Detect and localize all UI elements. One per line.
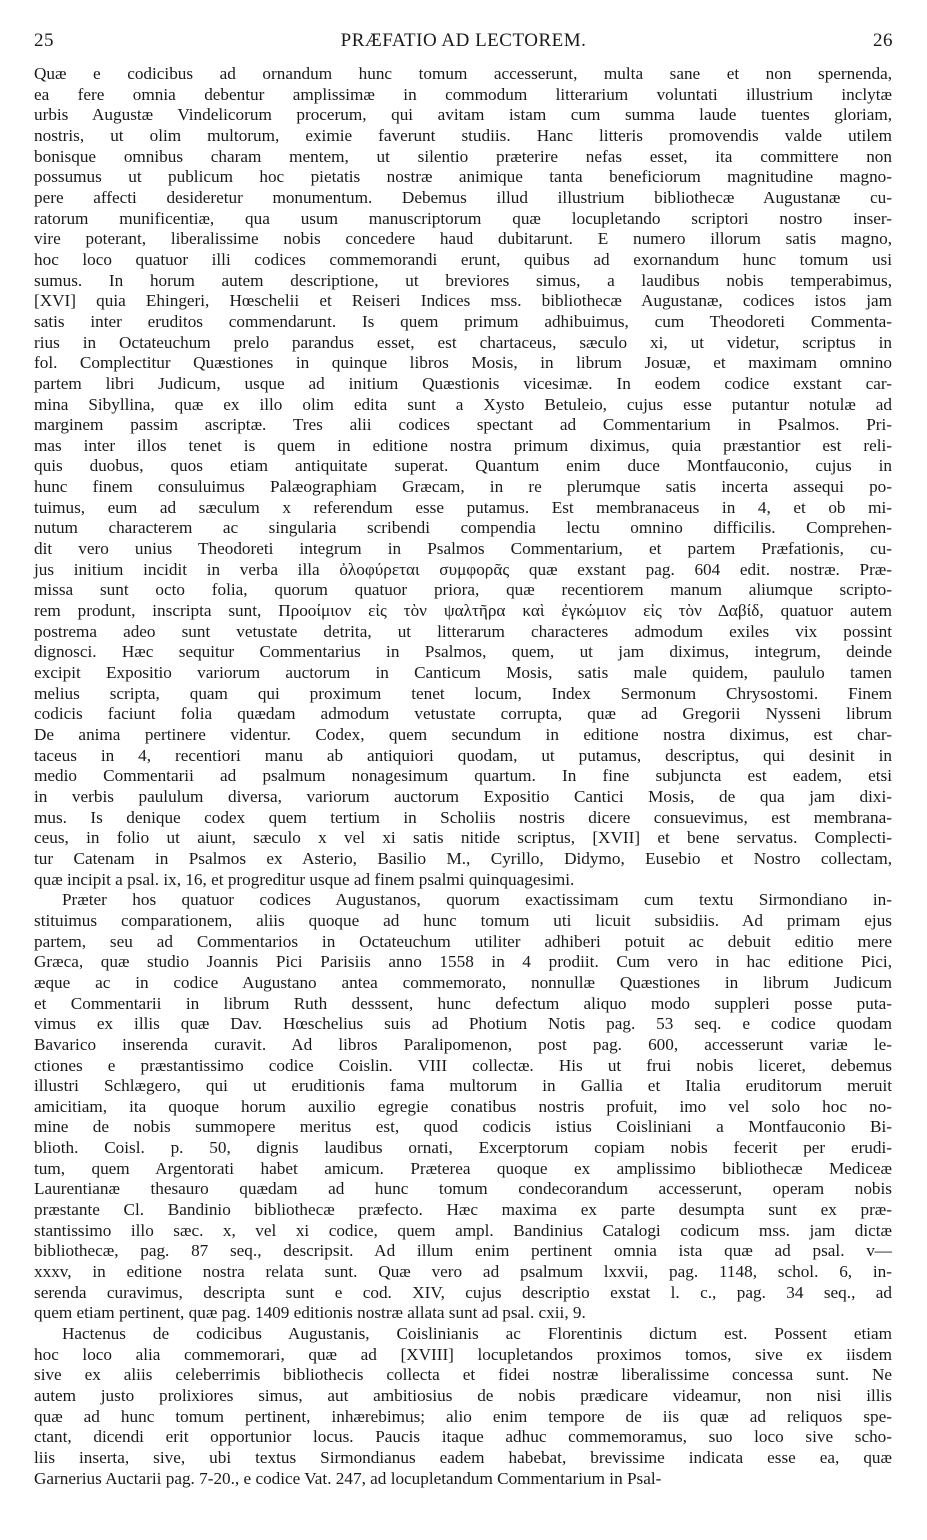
text-line: partem, seu ad Commentarios in Octateuchum utiliter adhiberi potuit ac debuit editio mere — [34, 931, 892, 951]
text-line: nutum characterem ac singularia scribendi compendia lectu omnino difficilis. Comprehen- — [34, 518, 892, 538]
text-line: præstante Cl. Bandinio bibliothecæ præfecto. Hæc maxima ex parte desumpta sunt ex præ- — [34, 1200, 892, 1220]
text-line: Quæ e codicibus ad ornandum hunc tomum accesserunt, multa sane et non spernenda, — [34, 64, 892, 83]
paragraph — [34, 1324, 892, 1489]
page-number-right: 26 — [873, 30, 893, 51]
text-line: hoc loco quatuor illi codices commemorandi erunt, quibus ad exornandum hunc tomum usi — [34, 249, 892, 269]
text-line: mas inter illos tenet is quem in editione nostra primum diximus, quia præstantior est reli- — [34, 435, 892, 455]
text-line: medio Commentarii ad psalmum nonagesimum quartum. In fine subjuncta est eadem, etsi — [34, 766, 892, 786]
text-line: quem etiam pertinent, quæ pag. 1409 editionis nostræ allata sunt ad psal. cxii, 9. — [34, 1303, 586, 1323]
text-line: possumus ut publicum hoc pietatis nostræ animique tanta beneficiorum magnitudine magno- — [34, 167, 892, 187]
text-line: De anima pertinere videntur. Codex, quem secundum in editione nostra diximus, est char- — [34, 725, 892, 744]
paragraph — [34, 890, 892, 1324]
text-line: Hactenus de codicibus Augustanis, Coislinianis ac Florentinis dictum est. Possent etiam — [62, 1324, 892, 1344]
text-line: dit vero unius Theodoreti integrum in Psalmos Commentarium, et partem Præfationis, cu- — [34, 539, 892, 559]
text-line: quæ incipit a psal. ix, 16, et progreditur usque ad finem psalmi quinquagesimi. — [34, 869, 575, 889]
text-line: marginem passim ascriptæ. Tres alii codices spectant ad Commentarium in Psalmos. Pri- — [34, 415, 892, 435]
text-line: fol. Complectitur Quæstiones in quinque libros Mosis, in librum Josuæ, et maximam omnino — [34, 353, 892, 373]
text-line: nostris, ut olim multorum, eximie faverunt studiis. Hanc litteris promovendis valde utilem — [34, 125, 892, 145]
text-line: tuimus, eum ad sæculum x referendum esse putamus. Est membranaceus in 4, et ob mi- — [34, 497, 892, 517]
text-line: postrema adeo sunt vetustate detrita, ut litterarum characteres admodum exiles vix possint — [34, 621, 892, 641]
text-line: [XVI] quia Ehingeri, Hœschelii et Reiseri Indices mss. bibliothecæ Augustanæ, codices istos jam — [34, 291, 892, 311]
text-line: hunc finem consuluimus Palæographiam Græcam, in re plerumque satis incerta assequi po- — [34, 477, 892, 497]
text-line: partem libri Judicum, usque ad initium Quæstionis vicesimæ. In eodem codice exstant car- — [34, 373, 892, 393]
text-line: Laurentianæ thesauro quædam ad hunc tomum condecorandum accesserunt, operam nobis — [34, 1179, 892, 1199]
text-line: sumus. In horum autem descriptione, ut breviores simus, a laudibus nobis temperabimus, — [34, 270, 892, 290]
text-line: rius in Octateuchum prelo parandus esset, est chartaceus, sæculo xi, ut videtur, scriptus in — [34, 332, 892, 352]
text-line: mus. Is denique codex quem tertium in Scholiis nostris dicere consuevimus, est membrana- — [34, 807, 892, 827]
text-line: ea fere omnia debentur amplissimæ in commodum litterarium voluntati illustrium inclytæ — [34, 84, 892, 104]
text-line: urbis Augustæ Vindelicorum procerum, qui avitam istam cum summa laude tuentes gloriam, — [34, 105, 892, 125]
text-line: jus initium incidit in verba illa ὀλοφύρεται συμφορᾶς quæ exstant pag. 604 edit. nostræ. Præ- — [34, 559, 892, 579]
text-line: in verbis paululum diversa, variorum auctorum Expositio Cantici Mosis, de qua jam dixi- — [34, 786, 892, 806]
text-line: vire poterant, liberalissime nobis concedere haud dubitarunt. E numero illorum satis magno, — [34, 229, 892, 249]
text-line: rem produnt, inscripta sunt, Προοίμιον εἰς τὸν ψαλτῆρα καὶ ἐγκώμιον εἰς τὸν Δαβίδ, quatuor autem — [34, 601, 892, 621]
text-line: liis inserta, sive, ubi textus Sirmondianus eadem habebat, brevissime indicata esse ea, quæ — [34, 1447, 892, 1467]
text-line: xxxv, in editione nostra relata sunt. Quæ vero ad psalmum lxxvii, pag. 1148, schol. 6, in- — [34, 1262, 892, 1282]
text-line: et Commentarii in librum Ruth desssent, hunc defectum aliquo modo suppleri posse puta- — [34, 993, 892, 1013]
text-line: blioth. Coisl. p. 50, dignis laudibus ornati, Excerptorum copiam nobis fecerit per erudi- — [34, 1138, 892, 1158]
text-line: sive ex aliis celeberrimis bibliothecis collecta et fidei nostræ liberalissime concessa sunt. Ne — [34, 1365, 892, 1385]
text-line: quæ ad hunc tomum pertinent, inhærebimus; alio enim tempore de iis quæ ad reliquos spe- — [34, 1406, 892, 1426]
text-line: ctiones e præstantissimo codice Coislin. VIII collectæ. His ut frui nobis liceret, debemus — [34, 1055, 892, 1075]
text-line: autem justo prolixiores simus, aut ambitiosius de nobis prædicare videamur, non nisi illis — [34, 1386, 892, 1405]
text-line: taceus in 4, recentiori manu ab antiquiori quodam, ut putamus, descriptus, qui desinit in — [34, 745, 892, 765]
running-header — [34, 30, 893, 60]
text-line: codicis faciunt folia quædam admodum vetustate corrupta, quæ ad Gregorii Nysseni librum — [34, 704, 892, 724]
text-line: dignosci. Hæc sequitur Commentarius in Psalmos, quem, ut jam diximus, integrum, deinde — [34, 642, 892, 662]
body-text — [34, 64, 892, 1489]
text-line: Bavarico inserenda curavit. Ad libros Paralipomenon, post pag. 600, accesserunt variæ le- — [34, 1034, 892, 1054]
text-line: quis duobus, quos etiam antiquitate superat. Quantum enim duce Montfauconio, cujus in — [34, 456, 892, 476]
text-line: satis inter eruditos commendarunt. Is quem primum adhibuimus, cum Theodoreti Commenta- — [34, 311, 892, 331]
text-line: Præter hos quatuor codices Augustanos, quorum exactissimam cum textu Sirmondiano in- — [62, 890, 892, 910]
text-line: ceus, in folio ut aiunt, sæculo x vel xi satis nitide scriptus, [XVII] et bene servatus. Complecti- — [34, 828, 892, 848]
text-line: pere affecti desideretur monumentum. Debemus illud illustrium bibliothecæ Augustanæ cu- — [34, 187, 892, 207]
text-line: mine de nobis summopere meritus est, quod codicis istius Coisliniani a Montfauconio Bi- — [34, 1117, 892, 1137]
text-line: excipit Expositio variorum auctorum in Canticum Mosis, satis male quidem, paululo tamen — [34, 663, 892, 683]
text-line: ctant, dicendi erit opportunior locus. Paucis itaque adhuc commemoramus, suo loco sive scho- — [34, 1427, 892, 1447]
text-line: serenda curavimus, descripta sunt e cod. XIV, cujus descriptio exstat l. c., pag. 34 seq., ad — [34, 1282, 892, 1302]
text-line: bonisque omnibus charam mentem, ut silentio præterire nefas esset, ita committere non — [34, 146, 892, 166]
text-line: æque ac in codice Augustano antea commemorato, nonnullæ Quæstiones in librum Judicum — [34, 972, 892, 992]
text-line: Garnerius Auctarii pag. 7-20., e codice Vat. 247, ad locupletandum Commentarium in Psal- — [34, 1468, 662, 1488]
paragraph — [34, 64, 892, 890]
text-line: amicitiam, ita quoque horum auxilio egregie conatibus nostris profuit, imo vel solo hoc no- — [34, 1096, 892, 1116]
text-line: missa sunt octo folia, quorum quatuor priora, quæ recentiorem manum aliumque scripto- — [34, 580, 892, 600]
text-line: tum, quem Argentorati habet amicum. Præterea quoque ex amplissimo bibliothecæ Mediceæ — [34, 1158, 892, 1178]
text-line: hoc loco alia commemorari, quæ ad [XVIII] locupletandos proximos tomos, sive ex iisdem — [34, 1344, 892, 1364]
text-line: bibliothecæ, pag. 87 seq., descripsit. Ad illum enim pertinent omnia ista quæ ad psal. v— — [34, 1241, 892, 1261]
text-line: vimus ex illis quæ Dav. Hœschelius suis ad Photium Notis pag. 53 seq. e codice quodam — [34, 1014, 892, 1034]
text-line: tur Catenam in Psalmos ex Asterio, Basilio M., Cyrillo, Didymo, Eusebio et Nostro collectam, — [34, 848, 892, 868]
text-line: Græca, quæ studio Joannis Pici Parisiis anno 1558 in 4 prodiit. Cum vero in hac editione Pici, — [34, 952, 892, 972]
text-line: stantissimo illo sæc. x, vel xi codice, quem ampl. Bandinius Catalogi codicum mss. jam dictæ — [34, 1220, 892, 1240]
running-title: PRÆFATIO AD LECTOREM. — [340, 30, 587, 51]
text-line: stituimus comparationem, aliis quoque ad hunc tomum uti licuit subsidiis. Ad primam ejus — [34, 910, 892, 930]
text-line: ratorum munificentiæ, qua usum manuscriptorum quæ locupletando scriptori nostro inser- — [34, 208, 892, 228]
text-line: mina Sibyllina, quæ ex illo olim edita sunt a Xysto Betuleio, cujus esse putantur notulæ ad — [34, 394, 892, 414]
page-number-left: 25 — [34, 30, 54, 51]
text-line: melius scripta, quam qui proximum tenet locum, Index Sermonum Chrysostomi. Finem — [34, 683, 892, 703]
text-line: illustri Schlægero, qui ut eruditionis fama multorum in Gallia et Italia eruditorum meruit — [34, 1076, 892, 1096]
